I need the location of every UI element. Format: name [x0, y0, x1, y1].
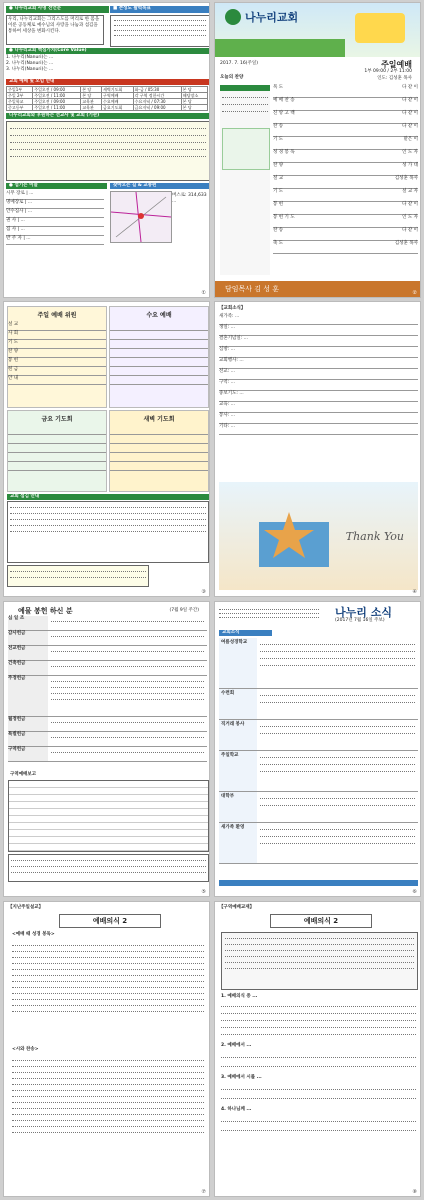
cell: 주일1부: [7, 87, 33, 93]
role-row: 찬 양: [8, 349, 106, 358]
side-image: [222, 128, 270, 170]
offering-cat: 월정헌금: [8, 717, 48, 731]
news-block-label: 대학부: [219, 792, 257, 822]
news-page-title: 나누리 소식: [335, 606, 392, 619]
question: 3. 예배에서 시를 ...: [221, 1075, 262, 1080]
today-word-label: 오늘의 찬양: [220, 75, 244, 80]
news-item: 중보기도: ...: [219, 391, 418, 402]
side-column: [220, 85, 270, 275]
sunday-title: 주일 예배 위원: [37, 312, 77, 319]
creed-box: [110, 15, 210, 47]
role-row: 봉 헌: [8, 358, 106, 367]
leader: 인도: 김성훈 목사: [377, 76, 412, 81]
order-person: 다 같 이: [402, 98, 418, 103]
cell: 금요저녁 / 09:00: [133, 105, 181, 111]
page-number: ⑧: [412, 1189, 417, 1195]
role-row: 안 내: [8, 376, 106, 385]
page-8: [214, 901, 421, 1197]
cell: 본 당: [181, 87, 207, 93]
order-item: 축 도: [273, 241, 284, 246]
thankyou-image: [219, 482, 418, 590]
footer-bar: [219, 880, 418, 886]
news-block-label: 여름성경학교: [219, 638, 257, 688]
order-person: 다 같 이: [402, 85, 418, 90]
news-block: [219, 751, 418, 792]
page-4: [214, 301, 421, 597]
order-item: 성 경 봉 독: [273, 150, 295, 155]
offering-cat: 건축헌금: [8, 661, 48, 675]
map-icon: [111, 192, 171, 242]
offering-row: [8, 676, 207, 717]
pastor-footer: 담임목사 김 성 훈: [215, 281, 421, 297]
order-person: 다 같 이: [402, 228, 418, 233]
news-item: 교육: ...: [219, 402, 418, 413]
cell: 본 당: [181, 105, 207, 111]
order-item: 봉 헌 기 도: [273, 215, 295, 220]
news-page-subtitle: (2017년 7월 16일 주보): [335, 618, 385, 623]
schedule-header: 교회 섬김 안내: [7, 494, 210, 500]
offering-cat: 십 일 조: [8, 616, 48, 630]
order-of-service: [273, 85, 418, 254]
page-number: ②: [412, 290, 417, 296]
news-block-label: 주일학교: [219, 751, 257, 791]
cell: 수요예배: [101, 99, 133, 105]
sermon-body-2: [12, 1055, 204, 1138]
role-row: 헌 금: [8, 367, 106, 376]
news-blocks: [219, 638, 418, 864]
news-list: [219, 314, 418, 435]
role-row: 기 도: [8, 340, 106, 349]
worship-header: 교회 예배 및 모임 안내: [6, 79, 210, 85]
offering-row: [8, 732, 207, 747]
order-person: 김성훈 목사: [394, 241, 418, 246]
offering-cat: 선교헌금: [8, 646, 48, 660]
schedule-table: [7, 501, 209, 563]
sunday-roles: [7, 306, 107, 408]
question: 4. 하나님께 ...: [221, 1107, 252, 1112]
role-row: 사 회: [8, 331, 106, 340]
news-block: [219, 689, 418, 720]
page-6: [214, 601, 421, 897]
order-item: 예 배 찬 송: [273, 98, 295, 103]
order-item: 기 도: [273, 189, 284, 194]
wednesday-roles: [109, 306, 209, 408]
page-5: [3, 601, 210, 897]
group-report-table: [8, 780, 209, 852]
dawn-title: 새벽 기도회: [143, 416, 175, 423]
order-row: [273, 215, 418, 228]
page-number: ④: [412, 589, 417, 595]
values-header: ● 나누리교회 핵심가치(Core Value): [6, 48, 210, 54]
order-person: 김성훈 목사: [394, 176, 418, 181]
mission-table: [6, 121, 210, 181]
news-block: [219, 638, 418, 689]
sermon-section-1: <예배 때 성경 봉독>: [12, 932, 55, 937]
news-block: [219, 823, 418, 864]
order-row: [273, 98, 418, 111]
order-person: 다 같 이: [402, 124, 418, 129]
transit-info: 버스로: 314,633 ...: [172, 193, 207, 204]
news-item: 구역: ...: [219, 380, 418, 391]
page-number: ⑦: [201, 1189, 206, 1195]
news-title: 【교회소식】: [219, 306, 246, 311]
cell: 중고등부: [7, 105, 33, 111]
question: 1. 예배의식 중 ...: [221, 994, 258, 999]
cell: 주일학교: [7, 99, 33, 105]
offering-date: (7월 9일 주간): [169, 608, 199, 613]
church-name: 나누리교회: [245, 11, 299, 24]
bulletin-date: 2017. 7. 16(주일): [220, 61, 258, 66]
service-times: 1부 09:00 / 2부 11:00: [364, 69, 412, 74]
order-item: 설 교: [273, 176, 284, 181]
order-row: [273, 150, 418, 163]
cell: 주일오전 / 11:00: [33, 105, 81, 111]
page-number: ③: [201, 589, 206, 595]
news-item: 생일: ...: [219, 325, 418, 336]
cell: 주일오전 / 09:00: [33, 87, 81, 93]
offering-list: [8, 616, 207, 766]
page-number: ⑤: [201, 889, 206, 895]
vision-text: 우리, 나누리교회는 그리스도를 머리로 한 몸을 이룬 공동체로 예수님의 사랑을 나눔과 섬김을 통하여 세상을 변화시킨다.: [6, 15, 104, 45]
news-item: 심방: ...: [219, 347, 418, 358]
map-image: [110, 191, 172, 243]
order-item: 묵 도: [273, 85, 284, 90]
values-list: [6, 55, 208, 77]
order-person: 맡은 이: [403, 137, 418, 142]
order-row: [273, 124, 418, 137]
offering-row: [8, 646, 207, 661]
order-row: [273, 228, 418, 241]
contact-row: 반 주 자 | ...: [6, 236, 104, 245]
news-block-label: 새가족 환영: [219, 823, 257, 863]
cover-banner: [215, 3, 421, 57]
thankyou-text: Thank You: [345, 530, 404, 543]
offering-cat: 특별헌금: [8, 732, 48, 746]
friday-roles: [7, 410, 107, 492]
value-2: 2. 나누리(Nanuri)는 ...: [6, 61, 54, 66]
fri-title: 금요 기도회: [41, 416, 73, 423]
cell: 본 당: [81, 87, 102, 93]
order-person: 성 가 대: [402, 163, 418, 168]
sermon-body-1: [12, 940, 204, 1017]
cell: 본 당: [181, 99, 207, 105]
church-logo-icon: [225, 9, 241, 25]
news-item: 새가족: ...: [219, 314, 418, 325]
order-row: [273, 137, 418, 150]
order-person: 설 교 자: [402, 189, 418, 194]
news-block: [219, 792, 418, 823]
wed-title: 수요 예배: [146, 312, 172, 319]
group-report-notes: [8, 854, 209, 882]
study-head: 【구역예배교재】: [219, 905, 255, 910]
creed-header: ■ 존성도 활력목표: [110, 6, 210, 13]
page-number: ⑥: [412, 889, 417, 895]
offering-row: [8, 616, 207, 631]
banner-strip: [215, 39, 345, 57]
study-questions: [221, 994, 416, 1139]
value-1: 1. 나누리(Nanuri)는 ...: [6, 55, 54, 60]
order-row: [273, 111, 418, 124]
order-person: 다 같 이: [402, 111, 418, 116]
order-row: [273, 85, 418, 98]
page-number: ①: [201, 290, 206, 296]
order-item: 찬 양: [273, 163, 284, 168]
map-header: 찾아오는 길 & 교통편: [110, 183, 210, 189]
order-item: 기 도: [273, 137, 284, 142]
order-item: 봉 헌: [273, 202, 284, 207]
news-block: [219, 720, 418, 751]
news-item: 선교: ...: [219, 369, 418, 380]
contact-row: 시무 장로 | ...: [6, 191, 104, 200]
study-title: 예배의식 2: [270, 914, 372, 928]
news-block-label: 직거래 봉사: [219, 720, 257, 750]
section-header: 교회소식: [219, 630, 272, 636]
contact-row: 집 사 | ...: [6, 227, 104, 236]
sermon-section-2: <시와 찬송>: [12, 1047, 39, 1052]
cell: 화-금 / 05:30: [133, 87, 181, 93]
order-item: 신 앙 고 백: [273, 111, 295, 116]
order-row: [273, 189, 418, 202]
page-1: [3, 2, 210, 298]
value-3: 3. 나누리(Nanuri)는 ...: [6, 67, 54, 72]
offering-cat: 감사헌금: [8, 631, 48, 645]
cell: 교육관: [81, 99, 102, 105]
order-item: 찬 송: [273, 228, 284, 233]
study-intro-box: [221, 932, 418, 990]
illustration: [355, 13, 405, 43]
cell: 구역예배: [101, 93, 133, 99]
cell: 금요기도회: [101, 105, 133, 111]
offering-row: [8, 717, 207, 732]
cell: 새벽기도회: [101, 87, 133, 93]
contact-row: 명예장로 | ...: [6, 200, 104, 209]
cell: 주일오전 / 09:00: [33, 99, 81, 105]
order-row: [273, 176, 418, 189]
offering-row: [8, 631, 207, 646]
news-item: 결혼기념일: ...: [219, 336, 418, 347]
page-7: [3, 901, 210, 1197]
contact-row: 안수집사 | ...: [6, 209, 104, 218]
cell: 주일 2부: [7, 93, 33, 99]
order-person: 다 같 이: [402, 202, 418, 207]
order-row: [273, 241, 418, 254]
page-2: [214, 2, 421, 298]
cell: 해당장소: [181, 93, 207, 99]
intro-text: [219, 606, 319, 626]
offering-cat: 주정헌금: [8, 676, 48, 716]
contact-header: ● 섬기는 이들: [6, 183, 107, 189]
vision-header: ● 나누리교회 사명 선언문: [6, 6, 109, 13]
news-item: 교회행사: ...: [219, 358, 418, 369]
cell: 각 구역 정한시간: [133, 93, 181, 99]
order-row: [273, 202, 418, 215]
dawn-roles: [109, 410, 209, 492]
page-3: [3, 301, 210, 597]
order-person: 인 도 자: [402, 215, 418, 220]
role-row: 설 교: [8, 322, 106, 331]
sermon-title: 예배의식 2: [59, 914, 161, 928]
order-row: [273, 163, 418, 176]
cell: 수요저녁 / 07:30: [133, 99, 181, 105]
cell: 주일오전 / 11:00: [33, 93, 81, 99]
cell: 교육관: [81, 105, 102, 111]
order-item: 찬 송: [273, 124, 284, 129]
worship-table: [6, 86, 208, 111]
order-person: 인 도 자: [402, 150, 418, 155]
news-item: 봉사: ...: [219, 413, 418, 424]
offering-row: [8, 747, 207, 762]
offering-cat: 구역헌금: [8, 747, 48, 761]
side-bar: [220, 85, 270, 91]
group-report-title: 구역예배보고: [10, 772, 37, 777]
table-row: [7, 105, 208, 111]
mission-header: 나누리교회와 후원하는 선교사 및 교회 (기관): [6, 113, 210, 119]
news-block-label: 수련회: [219, 689, 257, 719]
cell: 본 당: [81, 93, 102, 99]
sermon-head: 【지난주일설교】: [8, 905, 44, 910]
contact-list: [6, 191, 104, 291]
offering-title: 예물 봉헌 하신 분: [18, 607, 73, 615]
news-item: 기타: ...: [219, 424, 418, 435]
question: 2. 예배에서 ...: [221, 1043, 252, 1048]
weekly-stats: [7, 565, 149, 587]
service-title: 주일예배: [381, 60, 412, 69]
contact-row: 권 사 | ...: [6, 218, 104, 227]
offering-row: [8, 661, 207, 676]
